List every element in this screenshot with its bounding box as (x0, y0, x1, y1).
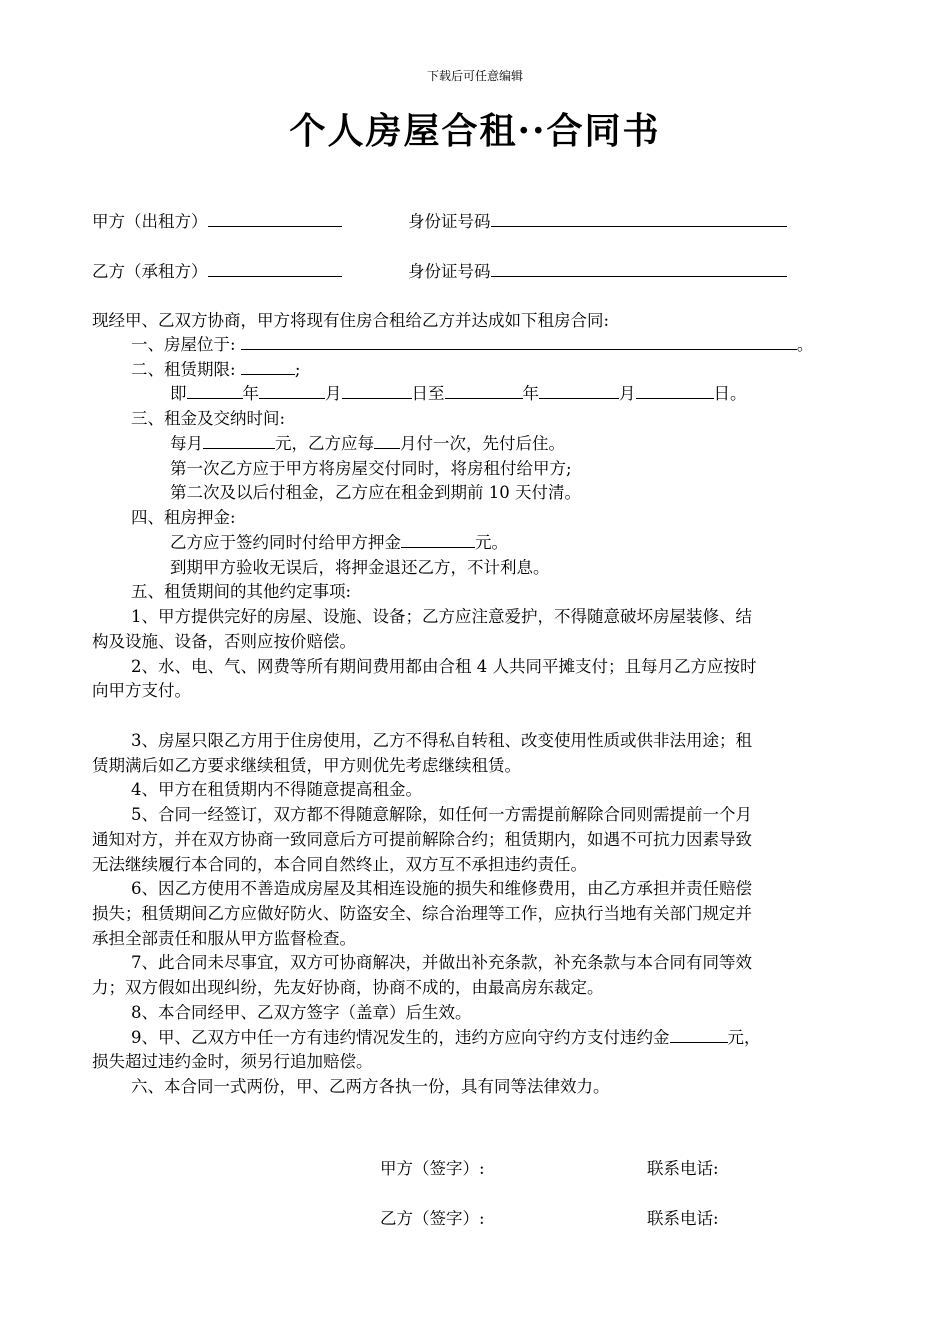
clause-3-line-1: 3、房屋只限乙方用于住房使用，乙方不得私自转租、改变使用性质或供非法用途；租 (131, 731, 752, 750)
section-3-line-2: 第一次乙方应于甲方将房屋交付同时，将房租付给甲方; (170, 459, 572, 478)
party-b-signature[interactable]: 乙方（签字）: (380, 1209, 485, 1228)
end-year-unit: 年 (522, 384, 539, 403)
party-a-id-label: 身份证号码 (408, 212, 491, 231)
section-2-semicolon: ; (294, 360, 301, 379)
start-year-unit: 年 (242, 384, 259, 403)
clause-5-line-2: 通知对方，并在双方协商一致同意后方可提前解除合约；租赁期内，如遇不可抗力因素导致 (92, 830, 752, 849)
clause-2-line-1: 2、水、电、气、网费等所有期间费用都由合租 4 人共同平摊支付；且每月乙方应按时 (131, 657, 757, 676)
house-address-field[interactable] (241, 333, 797, 350)
deposit-prefix: 乙方应于签约同时付给甲方押金 (170, 533, 401, 552)
clause-1-line-1: 1、甲方提供完好的房屋、设施、设备；乙方应注意爱护，不得随意破坏房屋装修、结 (131, 607, 752, 626)
party-b-phone[interactable]: 联系电话: (647, 1209, 719, 1228)
section-3-line-3: 第二次及以后付租金，乙方应在租金到期前 10 天付清。 (170, 483, 581, 502)
section-1 (131, 333, 813, 357)
section-1-end: 。 (796, 335, 814, 354)
contract-title: 个人房屋合租··合同书 (289, 110, 661, 152)
section-6: 六、本合同一式两份，甲、乙两方各执一份，具有同等法律效力。 (131, 1077, 610, 1096)
rent-middle: 元，乙方应每 (275, 434, 374, 453)
start-day-field[interactable] (342, 382, 412, 399)
pay-interval-field[interactable] (374, 432, 400, 449)
clause-6-line-3: 承担全部责任和服从甲方监督检查。 (92, 929, 356, 948)
party-a-id-field[interactable] (491, 210, 787, 227)
clause-9-line-2: 损失超过违约金时，须另行追加赔偿。 (92, 1052, 373, 1071)
section-1-label: 一、房屋位于: (131, 335, 236, 354)
rent-prefix: 每月 (170, 434, 203, 453)
dates-ji: 即 (170, 384, 187, 403)
clause-2-line-2: 向甲方支付。 (92, 681, 191, 700)
clause-5-line-3: 无法继续履行本合同的，本合同自然终止，双方互不承担违约责任。 (92, 855, 587, 874)
party-b-id-label: 身份证号码 (408, 262, 491, 281)
section-2-dates (170, 382, 747, 406)
page-header: 下载后可任意编辑 (426, 69, 523, 83)
party-a-signature[interactable]: 甲方（签字）: (380, 1159, 485, 1178)
party-a-label: 甲方（出租方） (92, 212, 208, 231)
deposit-suffix: 元。 (475, 533, 508, 552)
clause-8: 8、本合同经甲、乙双方签字（盖章）后生效。 (131, 1003, 472, 1022)
section-4-deposit (170, 531, 508, 555)
clause-7-line-1: 7、此合同未尽事宜，双方可协商解决，并做出补充条款，补充条款与本合同有同等效 (131, 953, 752, 972)
section-4-label: 四、租房押金: (131, 508, 236, 527)
start-month-field[interactable] (259, 382, 325, 399)
party-b-label: 乙方（承租方） (92, 262, 208, 281)
clause-4: 4、甲方在租赁期内不得随意提高租金。 (131, 780, 422, 799)
end-day-unit: 日。 (713, 384, 747, 403)
party-b-row (92, 258, 342, 282)
section-3-rent (170, 432, 565, 456)
clause-9-text: 9、甲、乙双方中任一方有违约情况发生的，违约方应向守约方支付违约金 (131, 1028, 670, 1047)
party-b-id-row (408, 258, 787, 282)
end-day-field[interactable] (636, 382, 714, 399)
clause-3-line-2: 赁期满后如乙方要求继续租赁，甲方则优先考虑继续租赁。 (92, 756, 521, 775)
penalty-field[interactable] (670, 1026, 728, 1043)
section-2 (131, 358, 300, 382)
intro-text: 现经甲、乙双方协商，甲方将现有住房合租给乙方并达成如下租房合同: (92, 311, 610, 330)
section-5-label: 五、租赁期间的其他约定事项: (131, 582, 352, 601)
rent-suffix: 月付一次，先付后住。 (400, 434, 565, 453)
party-a-id-row (408, 208, 787, 232)
clause-9-unit: 元， (727, 1028, 761, 1047)
clause-9-line-1 (131, 1026, 761, 1050)
party-b-name-field[interactable] (208, 260, 342, 277)
section-4-line-2: 到期甲方验收无误后，将押金退还乙方，不计利息。 (170, 558, 550, 577)
clause-6-line-1: 6、因乙方使用不善造成房屋及其相连设施的损失和维修费用，由乙方承担并责任赔偿 (131, 879, 752, 898)
lease-term-field[interactable] (241, 358, 295, 375)
start-year-field[interactable] (187, 382, 243, 399)
start-month-unit: 月 (325, 384, 342, 403)
party-a-phone[interactable]: 联系电话: (647, 1159, 719, 1178)
end-month-unit: 月 (619, 384, 636, 403)
clause-5-line-1: 5、合同一经签订，双方都不得随意解除，如任何一方需提前解除合同则需提前一个月 (131, 805, 752, 824)
deposit-field[interactable] (401, 531, 475, 548)
section-3-label: 三、租金及交纳时间: (131, 409, 286, 428)
clause-6-line-2: 损失；租赁期间乙方应做好防火、防盗安全、综合治理等工作，应执行当地有关部门规定并 (92, 904, 752, 923)
party-a-name-field[interactable] (208, 210, 342, 227)
clause-1-line-2: 构及设施、设备，否则应按价赔偿。 (92, 632, 356, 651)
start-day-unit: 日至 (411, 384, 445, 403)
monthly-rent-field[interactable] (203, 432, 275, 449)
clause-7-line-2: 力；双方假如出现纠纷，先友好协商，协商不成的，由最高房东裁定。 (92, 978, 604, 997)
end-month-field[interactable] (539, 382, 619, 399)
section-2-label: 二、租赁期限: (131, 360, 236, 379)
party-a-row (92, 208, 342, 232)
party-b-id-field[interactable] (491, 260, 787, 277)
end-year-field[interactable] (445, 382, 523, 399)
